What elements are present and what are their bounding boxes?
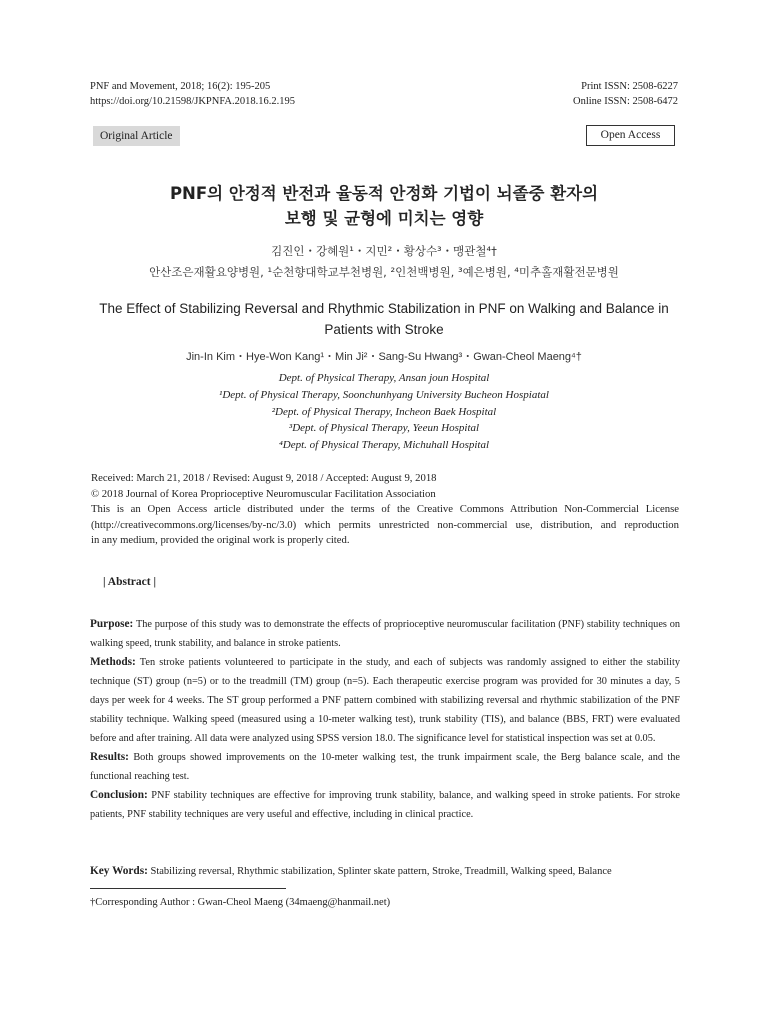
- abstract-results: [90, 748, 680, 786]
- purpose-text: The purpose of this study was to demonstrate the effects of proprioceptive neuromuscular facilitation (PNF) stability techniques on walking speed, trunk stability, and balance in stroke patients.: [90, 619, 681, 649]
- results-label: Results:: [90, 751, 129, 763]
- english-title: [82, 298, 686, 340]
- affiliation-line: ²Dept. of Physical Therapy, Incheon Baek Hospital: [271, 405, 497, 418]
- abstract-conclusion: [90, 786, 680, 824]
- methods-text: Ten stroke patients volunteered to participate in the study, and each of subjects was randomly assigned to either the stability technique (ST) group (n=5) or to the treadmill (TM) group (n=5). Each therapeutic exercise program was provided for 30 minutes a day, 5 days per week for 4 weeks. The ST group performed a PNF pattern combined with stabilizing reversal and rhythmic stabilization of the PNF stability technique. Walking speed (measured using a 10-meter walking test), trunk stability (TIS), and balance (BBS, FRT) were evaluated before and after training. All data were analyzed using SPSS version 18.0. The significance level for statistical inspection was set at 0.05.: [90, 657, 680, 744]
- abstract-body: [90, 615, 680, 824]
- doi-link[interactable]: https://doi.org/10.21598/JKPNFA.2018.16.2.195: [90, 96, 295, 107]
- english-title-line-1: The Effect of Stabilizing Reversal and Rhythmic Stabilization in PNF on Walking and Balance in: [99, 301, 669, 316]
- keywords-text: Stabilizing reversal, Rhythmic stabilization, Splinter skate pattern, Stroke, Treadmill, Walking speed, Balance: [150, 866, 612, 877]
- korean-title-line-2: 보행 및 균형에 미치는 영향: [284, 209, 484, 228]
- journal-citation: PNF and Movement, 2018; 16(2): 195-205: [90, 81, 271, 92]
- license-line: in any medium, provided the original work is properly cited.: [91, 534, 350, 547]
- article-meta: [91, 471, 679, 549]
- abstract-methods: [90, 653, 680, 748]
- running-header: [90, 79, 678, 109]
- affiliation-line: ³Dept. of Physical Therapy, Yeeun Hospital: [288, 422, 480, 435]
- abstract-purpose: [90, 615, 680, 653]
- english-authors: Jin-In Kim・Hye-Won Kang¹・Min Ji²・Sang-Su Hwang³・Gwan-Cheol Maeng⁴†: [186, 351, 582, 363]
- corresponding-author-footnote: †Corresponding Author : Gwan-Cheol Maeng (34maeng@hanmail.net): [90, 897, 391, 908]
- affiliation-line: ⁴Dept. of Physical Therapy, Michuhall Hospital: [278, 439, 490, 452]
- open-access-badge: Open Access: [586, 125, 675, 146]
- footnote-divider: [90, 888, 286, 889]
- print-issn: Print ISSN: 2508-6227: [581, 81, 678, 92]
- key-words: [90, 863, 680, 880]
- results-text: Both groups showed improvements on the 10-meter walking test, the trunk impairment scale, the Berg balance scale, and the functional reaching test.: [90, 752, 681, 782]
- purpose-label: Purpose:: [90, 618, 134, 630]
- methods-label: Methods:: [90, 656, 136, 668]
- conclusion-label: Conclusion:: [90, 789, 148, 801]
- english-affiliations: [60, 370, 708, 454]
- copyright-line: © 2018 Journal of Korea Proprioceptive Neuromuscular Facilitation Association: [91, 487, 436, 500]
- korean-title: [60, 181, 708, 231]
- article-tags: [90, 126, 678, 148]
- affiliation-line: Dept. of Physical Therapy, Ansan joun Hospital: [278, 372, 490, 384]
- keywords-label: Key Words:: [90, 865, 148, 877]
- english-title-line-2: Patients with Stroke: [324, 322, 444, 337]
- conclusion-text: PNF stability techniques are effective for improving trunk stability, balance, and walking speed in stroke patients. For stroke patients, PNF stability techniques are very useful and effective, including in clinical practice.: [90, 790, 680, 820]
- license-line: This is an Open Access article distributed under the terms of the Creative Commons Attribution Non-Commercial License: [91, 503, 679, 516]
- abstract-heading: | Abstract |: [103, 576, 156, 588]
- korean-title-line-1: PNF의 안정적 반전과 율동적 안정화 기법이 뇌졸중 환자의: [169, 184, 599, 203]
- affiliation-line: ¹Dept. of Physical Therapy, Soonchunhyang University Bucheon Hospiatal: [219, 388, 549, 401]
- online-issn: Online ISSN: 2508-6472: [573, 96, 678, 107]
- article-type-badge: Original Article: [93, 126, 180, 146]
- korean-affiliations: 안산조은재활요양병원, ¹순천향대학교부천병원, ²인천백병원, ³예은병원, ⁴미추홀재활전문병원: [149, 265, 619, 279]
- history-dates: Received: March 21, 2018 / Revised: August 9, 2018 / Accepted: August 9, 2018: [91, 472, 437, 484]
- license-line: (http://creativecommons.org/licenses/by-nc/3.0) which permits unrestricted non-commercial use, distribution, and reproduction: [91, 518, 679, 531]
- korean-authors: 김진인・강혜원¹・지민²・황상수³・맹관철⁴†: [271, 244, 497, 258]
